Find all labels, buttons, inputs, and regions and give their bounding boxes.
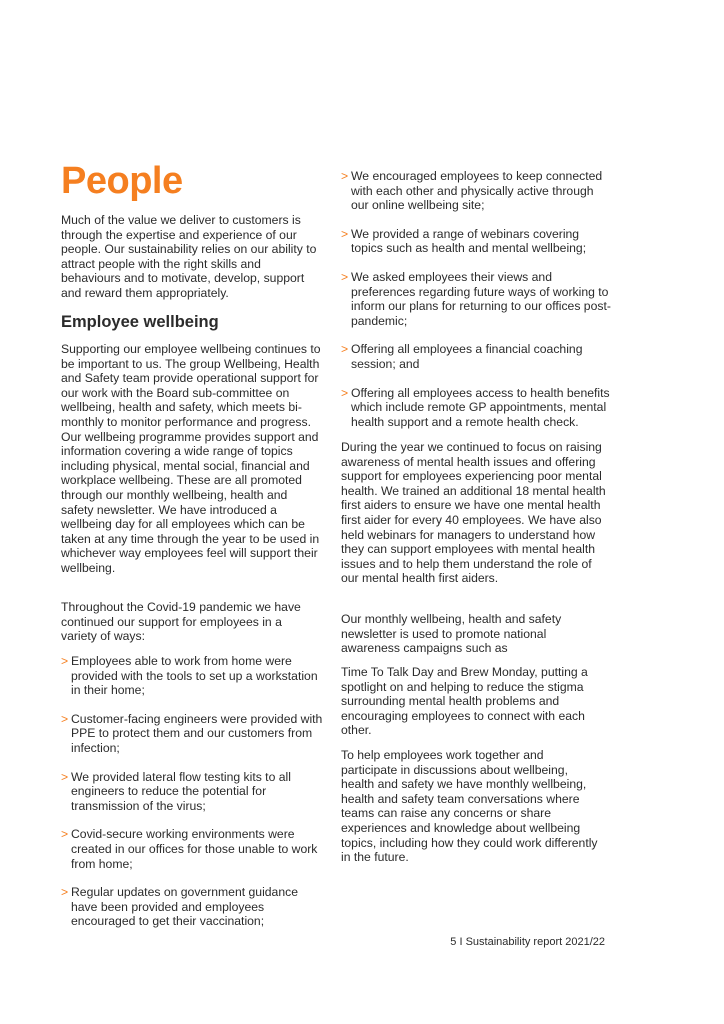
page-footer: 5 I Sustainability report 2021/22 (450, 936, 605, 948)
teams-paragraph: To help employees work together and participate in discussions about wellbeing, health and safety we have monthly wellbeing, health and safety team conversations where teams can raise any concerns or share experiences and knowledge about wellbeing topics, including how they could work differently in the future. (341, 748, 598, 865)
bullet-marker: > (61, 885, 69, 900)
bullet-marker: > (61, 769, 69, 784)
wellbeing-paragraph: Supporting our employee wellbeing continues to be important to us. The group Wellbeing, Health and Safety team provide operational support for our work with the Board sub-committee on wellbeing, health and safety, which meets bi-monthly to monitor performance and progress. Our wellbeing programme provides support and information covering a wide range of topics including physical, mental social, financial and workplace wellbeing. These are all promoted through our monthly wellbeing, health and safety newsletter. We have introduced a wellbeing day for all employees which can be taken at any time through the year to be used in whichever way employees feel will support their wellbeing. (61, 342, 321, 575)
mental-health-paragraph: During the year we continued to focus on raising awareness of mental health issues and offering support for employees experiencing poor mental health. We trained an additional 18 mental health first aiders to ensure we have one mental health first aider for every 40 employees. We have also held webinars for managers to understand how they can support employees with mental health issues and to help them understand the role of our mental health first aiders. (341, 440, 606, 586)
bullet-marker: > (61, 654, 69, 668)
list-item: > Covid-secure working environments were created in our offices for those unable to work from home; (61, 827, 318, 871)
bullet-marker: > (341, 169, 349, 183)
page-title: People (61, 160, 183, 202)
list-item: > Offering all employees access to health benefits which include remote GP appointments, mental health support and a remote health check. (341, 385, 610, 429)
right-bullet-list (341, 169, 611, 429)
bullet-marker: > (61, 711, 69, 726)
bullet-marker: > (341, 342, 349, 357)
list-item: > Offering all employees a financial coaching session; and (341, 342, 583, 371)
list-item: > We provided lateral flow testing kits to all engineers to reduce the potential for transmission of the virus; (61, 769, 291, 813)
list-item: > Employees able to work from home were provided with the tools to set up a workstation in their home; (61, 654, 318, 698)
bullet-marker: > (61, 827, 69, 842)
bullet-marker: > (341, 226, 349, 241)
list-item: > Regular updates on government guidance have been provided and employees encouraged to get their vaccination; (61, 885, 298, 929)
list-item: > We provided a range of webinars covering topics such as health and mental wellbeing; (341, 226, 587, 256)
list-item: > We asked employees their views and preferences regarding future ways of working to inform our plans for returning to our offices post-pandemic; (341, 269, 611, 328)
campaigns-paragraph: Time To Talk Day and Brew Monday, putting a spotlight on and helping to reduce the stigma surrounding mental health problems and encouraging employees to connect with each other. (341, 665, 588, 738)
intro-paragraph: Much of the value we deliver to customers is through the expertise and experience of our people. Our sustainability relies on our ability to attract people with the right skills and behaviours and to motivate, develop, support and reward them appropriately. (61, 213, 317, 300)
section-heading: Employee wellbeing (61, 313, 219, 331)
list-item: > We encouraged employees to keep connected with each other and physically active through our online wellbeing site; (341, 169, 603, 213)
list-item: > Customer-facing engineers were provided with PPE to protect them and our customers from infection; (61, 711, 323, 755)
newsletter-paragraph: Our monthly wellbeing, health and safety newsletter is used to promote national awareness campaigns such as (341, 612, 562, 656)
covid-paragraph: Throughout the Covid-19 pandemic we have continued our support for employees in a variety of ways: (61, 600, 301, 644)
bullet-marker: > (341, 269, 349, 284)
bullet-marker: > (341, 385, 349, 400)
left-bullet-list (61, 654, 323, 929)
